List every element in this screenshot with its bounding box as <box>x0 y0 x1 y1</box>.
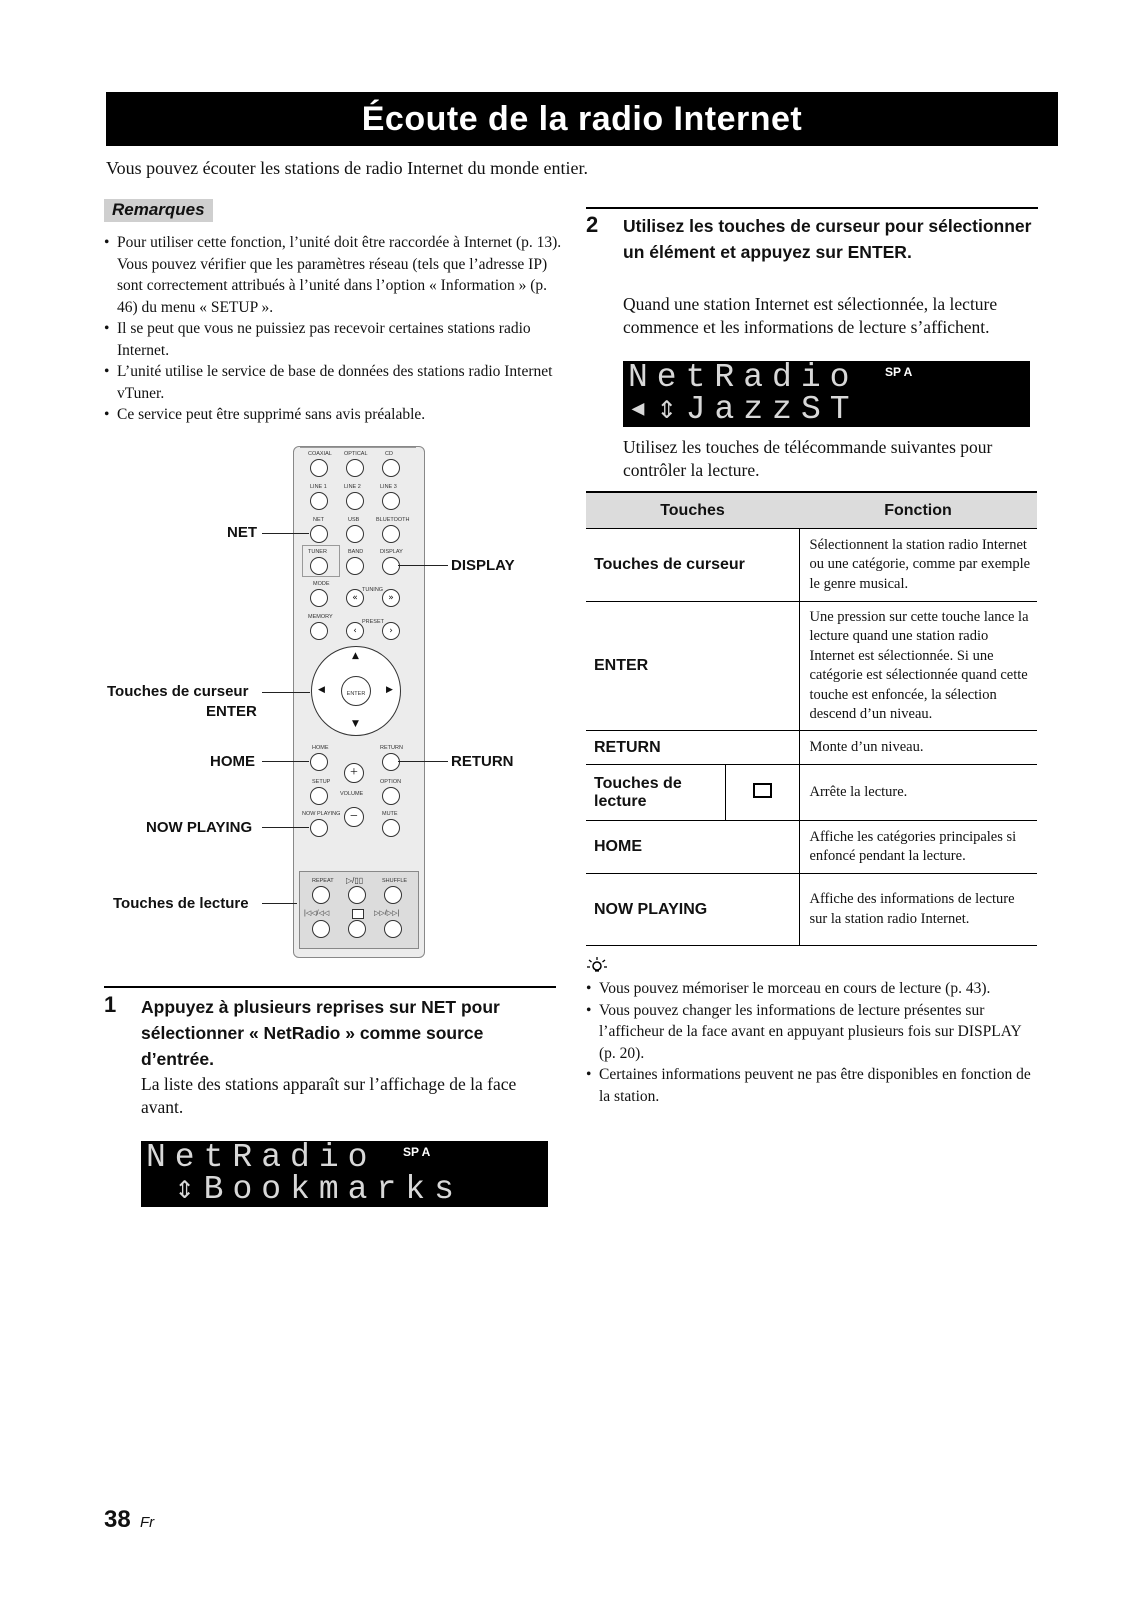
line3-button[interactable] <box>382 492 400 510</box>
remote-label-volume: VOLUME <box>340 791 364 797</box>
display-line2: ⇕Bookmarks <box>146 1171 463 1207</box>
remote-label-line3: LINE 3 <box>380 484 397 490</box>
callout-net-line <box>262 533 309 534</box>
remote-label-coaxial: COAXIAL <box>308 451 332 457</box>
page-title-bar <box>106 92 1058 146</box>
remote-label-tuner: TUNER <box>308 549 327 555</box>
table-value: Arrête la lecture. <box>799 765 1037 821</box>
remarque-item: • Pour utiliser cette fonction, l’unité doit être raccordée à Internet (p. 13). Vous pouvez vérifier que les paramètres réseau (tels que l’adresse IP) sont correctement attribués à l’unité dans l’option « Information » (p. 46) du menu « SETUP ». <box>104 232 564 318</box>
remote-label-net: NET <box>313 517 324 523</box>
callout-home: HOME <box>210 753 255 770</box>
table-row <box>586 821 1037 874</box>
step2-body: Quand une station Internet est sélectionnée, la lecture commence et les informations de lecture s’affichent. <box>623 294 998 337</box>
remarques-list <box>104 232 564 426</box>
remote-label-tuning: TUNING <box>362 587 384 593</box>
net-button[interactable] <box>310 525 328 543</box>
step2-rule <box>586 207 1038 209</box>
step1-heading: Appuyez à plusieurs reprises sur NET pour sélectionner « NetRadio » comme source d’entrée. <box>141 997 500 1069</box>
remarque-item: • Ce service peut être supprimé sans avis préalable. <box>104 404 564 426</box>
stop-icon <box>352 909 364 919</box>
remote-label-cd: CD <box>385 451 393 457</box>
table-value: Monte d’un niveau. <box>799 731 1037 765</box>
playback-group <box>299 871 419 949</box>
display-line2: ◂⇕JazzST <box>628 391 859 427</box>
mute-button[interactable] <box>382 819 400 837</box>
tip-item: • Vous pouvez mémoriser le morceau en cours de lecture (p. 43). <box>586 978 1038 1000</box>
table-row <box>586 874 1037 946</box>
tip-item: • Vous pouvez changer les informations de lecture présentes sur l’afficheur de la face avant en appuyant plusieurs fois sur DISPLAY (p. 20). <box>586 1000 1038 1065</box>
home-button[interactable] <box>310 753 328 771</box>
table-header-touches: Touches <box>586 492 799 529</box>
setup-button[interactable] <box>310 787 328 805</box>
tuning-down-button[interactable]: « <box>346 589 364 607</box>
remote-label-play-pause: ▷/▯▯ <box>346 876 364 885</box>
remote-label-return: RETURN <box>380 745 403 751</box>
bluetooth-button[interactable] <box>382 525 400 543</box>
cursor-right-icon[interactable]: ▶ <box>386 685 393 695</box>
front-display-step1 <box>141 1141 548 1207</box>
display-line1: NetRadio <box>146 1141 377 1176</box>
remote-label-next: ▷▷/▷▷| <box>374 910 400 917</box>
line2-button[interactable] <box>346 492 364 510</box>
page-number: 38 <box>104 1506 131 1533</box>
memory-button[interactable] <box>310 622 328 640</box>
remote-label-bluetooth: BLUETOOTH <box>376 517 410 523</box>
remote-label-mode: MODE <box>313 581 330 587</box>
tip-item: • Certaines informations peuvent ne pas être disponibles en fonction de la station. <box>586 1064 1038 1107</box>
cursor-pad[interactable] <box>311 646 401 736</box>
table-value: Affiche des informations de lecture sur la station radio Internet. <box>799 874 1037 946</box>
callout-cursor: Touches de curseur <box>107 683 249 700</box>
coaxial-button[interactable] <box>310 459 328 477</box>
callout-enter: ENTER <box>206 703 257 720</box>
mode-button[interactable] <box>310 589 328 607</box>
callout-return: RETURN <box>451 753 514 770</box>
cd-button[interactable] <box>382 459 400 477</box>
table-row <box>586 765 1037 821</box>
remote-label-display: DISPLAY <box>380 549 403 555</box>
tip-icon <box>586 956 608 976</box>
cursor-left-icon[interactable]: ◀ <box>318 685 325 695</box>
remote-label-memory: MEMORY <box>308 614 333 620</box>
cursor-down-icon[interactable]: ▼ <box>352 719 359 729</box>
remote-label-optical: OPTICAL <box>344 451 368 457</box>
remote-label-line1: LINE 1 <box>310 484 327 490</box>
display-badge: SP A <box>885 365 913 379</box>
usb-button[interactable] <box>346 525 364 543</box>
remote-label-home: HOME <box>312 745 329 751</box>
preset-up-button[interactable]: › <box>382 622 400 640</box>
preset-down-button[interactable]: ‹ <box>346 622 364 640</box>
callout-playback-line <box>262 903 297 904</box>
tips-list <box>586 978 1038 1107</box>
stop-icon <box>753 783 772 798</box>
table-key: ENTER <box>586 602 799 731</box>
table-value: Affiche les catégories principales si enfoncé pendant la lecture. <box>799 821 1037 874</box>
next-button[interactable] <box>384 920 402 938</box>
callout-playback: Touches de lecture <box>113 895 249 912</box>
table-row <box>586 731 1037 765</box>
remarques-label: Remarques <box>104 199 213 222</box>
callout-now-playing-line <box>262 827 309 828</box>
optical-button[interactable] <box>346 459 364 477</box>
repeat-button[interactable] <box>312 886 330 904</box>
volume-up-button[interactable]: + <box>344 763 364 783</box>
remote-top-edge <box>300 447 416 448</box>
display-badge: SP A <box>403 1145 431 1159</box>
remote-label-prev: |◁◁/◁◁ <box>304 910 330 917</box>
table-row <box>586 529 1037 602</box>
remote-label-mute: MUTE <box>382 811 398 817</box>
table-key: HOME <box>586 821 799 874</box>
enter-button[interactable] <box>341 676 371 706</box>
display-button[interactable] <box>382 557 400 575</box>
display-line1: NetRadio <box>628 361 859 396</box>
callout-home-line <box>262 761 309 762</box>
remarque-item: • L’unité utilise le service de base de données des stations radio Internet vTuner. <box>104 361 564 404</box>
volume-down-button[interactable]: − <box>344 807 364 827</box>
step1-body: La liste des stations apparaît sur l’affichage de la face avant. <box>141 1074 517 1117</box>
line1-button[interactable] <box>310 492 328 510</box>
remote-label-line2: LINE 2 <box>344 484 361 490</box>
control-instructions: Utilisez les touches de télécommande suivantes pour contrôler la lecture. <box>623 437 993 480</box>
callout-cursor-line <box>262 692 310 693</box>
callout-net: NET <box>227 524 257 541</box>
table-value: Sélectionnent la station radio Internet ou une catégorie, comme par exemple le genre musical. <box>799 529 1037 602</box>
now-playing-button[interactable] <box>310 819 328 837</box>
callout-now-playing: NOW PLAYING <box>146 819 253 836</box>
tuner-button[interactable] <box>310 557 328 575</box>
intro-text: Vous pouvez écouter les stations de radio Internet du monde entier. <box>106 158 589 178</box>
function-table <box>586 491 1037 946</box>
remote-label-now-playing: NOW PLAYING <box>302 811 341 817</box>
step2-number: 2 <box>586 212 599 237</box>
step1-number: 1 <box>104 992 117 1017</box>
step1-rule <box>104 986 556 988</box>
remote-label-repeat: REPEAT <box>312 878 334 884</box>
page-language: Fr <box>140 1514 155 1531</box>
callout-display: DISPLAY <box>451 557 515 574</box>
callout-display-line <box>398 565 448 566</box>
page-title: Écoute de la radio Internet <box>361 99 803 138</box>
remote-label-option: OPTION <box>380 779 402 785</box>
callout-return-line <box>398 761 448 762</box>
table-key: NOW PLAYING <box>586 874 799 946</box>
step2-heading: Utilisez les touches de curseur pour sélectionner un élément et appuyez sur ENTER. <box>623 216 1032 262</box>
remote-control-illustration <box>293 446 425 958</box>
tuning-up-button[interactable]: » <box>382 589 400 607</box>
front-display-step2 <box>623 361 1030 427</box>
remote-label-enter: ENTER <box>346 691 366 697</box>
table-header-fonction: Fonction <box>799 492 1037 529</box>
remarque-item: • Il se peut que vous ne puissiez pas recevoir certaines stations radio Internet. <box>104 318 564 361</box>
table-key: RETURN <box>586 731 799 765</box>
table-key: Touches de lecture <box>586 765 725 821</box>
stop-button[interactable] <box>348 920 366 938</box>
remote-label-band: BAND <box>348 549 364 555</box>
previous-button[interactable] <box>312 920 330 938</box>
remote-label-preset: PRESET <box>362 619 385 625</box>
table-value: Une pression sur cette touche lance la lecture quand une station radio Internet est sélectionnée. Si une catégorie est sélectionnée quand cette touche est enfoncée, la sélection descend d’un niveau. <box>799 602 1037 731</box>
return-button[interactable] <box>382 753 400 771</box>
table-key: Touches de curseur <box>586 529 799 602</box>
band-button[interactable] <box>346 557 364 575</box>
shuffle-button[interactable] <box>384 886 402 904</box>
play-pause-button[interactable] <box>348 886 366 904</box>
cursor-up-icon[interactable]: ▲ <box>352 651 359 661</box>
option-button[interactable] <box>382 787 400 805</box>
remote-label-shuffle: SHUFFLE <box>382 878 408 884</box>
table-row <box>586 602 1037 731</box>
remote-label-usb: USB <box>348 517 360 523</box>
remote-label-setup: SETUP <box>312 779 331 785</box>
